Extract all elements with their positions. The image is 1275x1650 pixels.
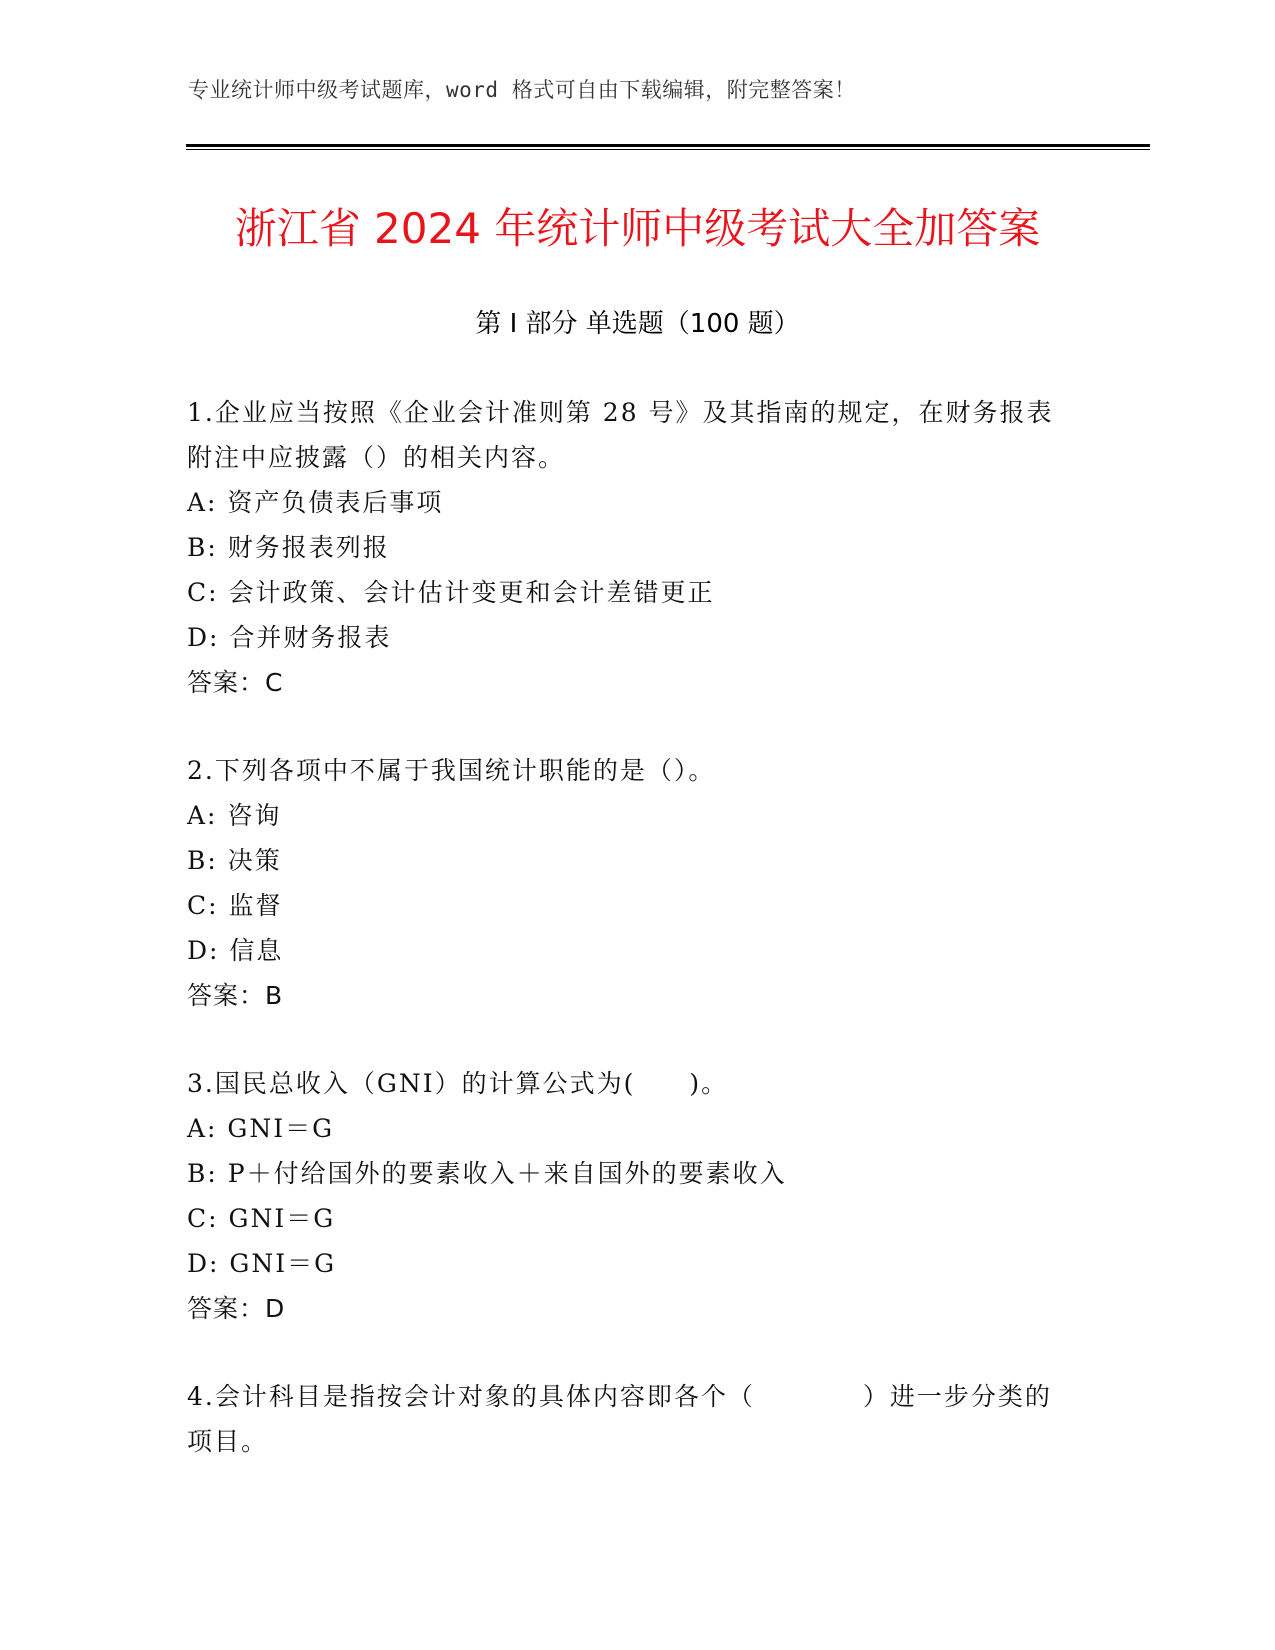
question-stem: 2.下列各项中不属于我国统计职能的是（）。 xyxy=(187,756,716,785)
option-c: C: 监督 xyxy=(187,891,283,920)
option-c: C: 会计政策、会计估计变更和会计差错更正 xyxy=(187,578,715,607)
header-divider xyxy=(186,144,1150,150)
option-a: A: GNI＝G xyxy=(187,1114,335,1143)
option-d: D: 合并财务报表 xyxy=(187,623,392,652)
document-title: 浙江省 2024 年统计师中级考试大全加答案 xyxy=(234,204,1041,253)
header-note: 专业统计师中级考试题库，word 格式可自由下载编辑，附完整答案！ xyxy=(188,78,856,102)
option-b: B: P＋付给国外的要素收入＋来自国外的要素收入 xyxy=(187,1159,787,1188)
question-2 xyxy=(187,748,1077,1018)
section-title: 第 I 部分 单选题（100 题） xyxy=(475,309,800,339)
option-d: D: GNI＝G xyxy=(187,1249,337,1278)
question-stem: 1.企业应当按照《企业会计准则第 28 号》及其指南的规定，在财务报表附注中应披露（）的相关内容。 xyxy=(187,398,1054,472)
option-b: B: 决策 xyxy=(187,846,282,875)
option-d: D: 信息 xyxy=(187,936,284,965)
option-c: C: GNI＝G xyxy=(187,1204,336,1233)
question-4 xyxy=(187,1374,1077,1464)
question-3 xyxy=(187,1061,1077,1331)
option-b: B: 财务报表列报 xyxy=(187,533,390,562)
question-1 xyxy=(187,390,1077,705)
option-a: A: 咨询 xyxy=(187,801,282,830)
option-a: A: 资产负债表后事项 xyxy=(187,488,444,517)
question-stem: 4.会计科目是指按会计对象的具体内容即各个（ ）进一步分类的项目。 xyxy=(187,1382,1052,1456)
question-stem: 3.国民总收入（GNI）的计算公式为( )。 xyxy=(187,1069,729,1098)
question-list xyxy=(187,390,1077,1507)
answer: 答案：C xyxy=(187,668,284,697)
answer: 答案：D xyxy=(187,1294,286,1323)
answer: 答案：B xyxy=(187,981,284,1010)
